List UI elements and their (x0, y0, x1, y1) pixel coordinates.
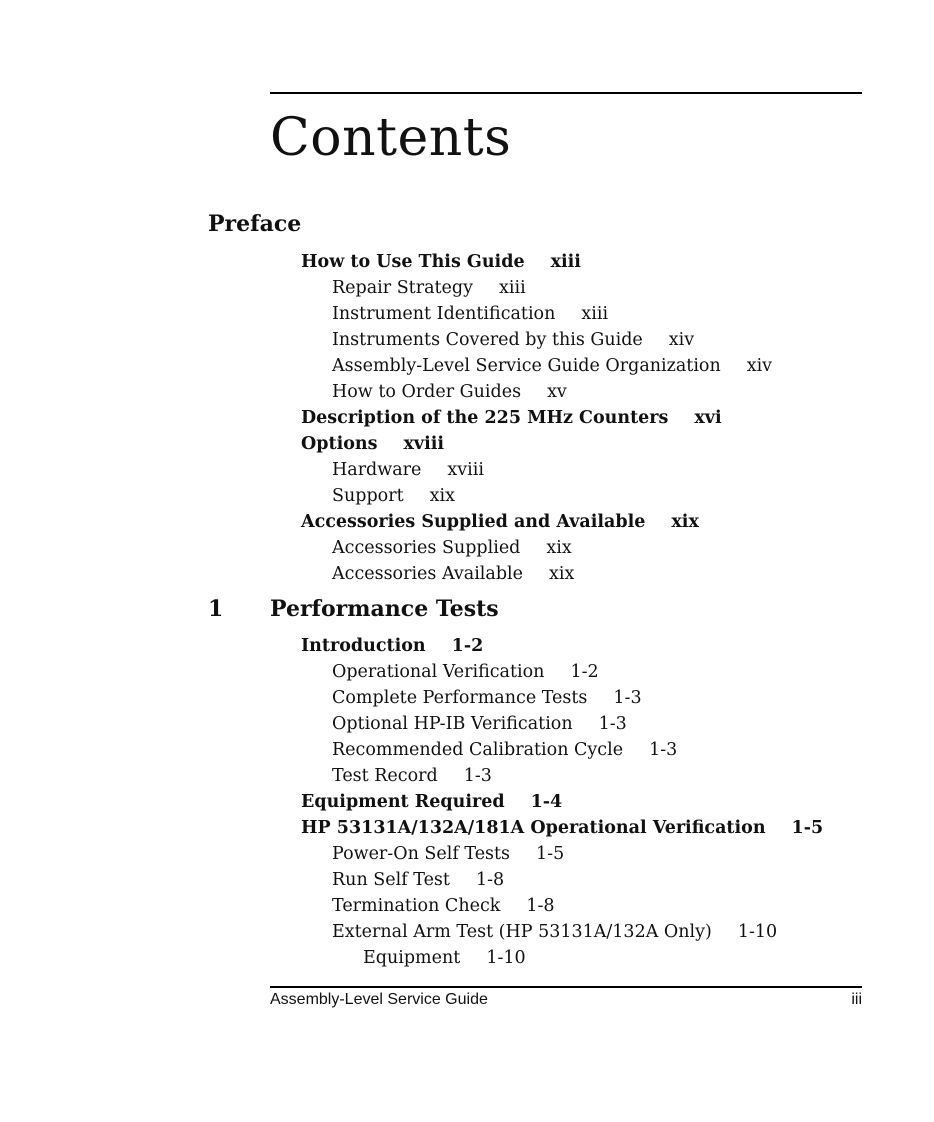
toc-entry-page: 1-3 (613, 688, 642, 708)
toc-entry-label: Recommended Calibration Cycle (332, 740, 624, 760)
toc-entry-page: 1-10 (486, 948, 526, 968)
toc-entry-page: xvi (694, 408, 722, 428)
toc-entry[interactable] (301, 634, 483, 658)
toc-entry-page: xiii (581, 304, 609, 324)
toc-entry-page: 1-8 (475, 870, 505, 890)
toc-entry-page: 1-5 (791, 818, 824, 838)
toc-entry-label: Termination Check (332, 896, 501, 916)
toc-entry-page: xix (549, 564, 575, 584)
toc-entry-page: xix (429, 486, 455, 506)
top-rule (270, 92, 862, 94)
toc-entry-page: xviii (403, 434, 445, 454)
toc-entry[interactable] (332, 894, 555, 918)
toc-entry[interactable] (332, 276, 526, 300)
toc-entry[interactable] (332, 354, 772, 378)
bottom-rule (270, 986, 862, 988)
chapter-number: 1 (208, 596, 224, 622)
toc-entry-page: xv (547, 382, 567, 402)
chapter-heading (208, 595, 499, 623)
toc-entry-page: xix (671, 512, 699, 532)
toc-entry[interactable] (332, 328, 694, 352)
toc-entry-page: 1-8 (526, 896, 555, 916)
toc-entry-label: Equipment Required (301, 792, 505, 812)
toc-entry[interactable] (332, 686, 642, 710)
toc-entry[interactable] (332, 536, 572, 560)
chapter-title: Performance Tests (270, 596, 499, 622)
toc-entry-label: Optional HP-IB Verification (332, 714, 573, 734)
toc-entry-page: xix (546, 538, 572, 558)
toc-entry-page: 1-3 (649, 740, 678, 760)
toc-entry[interactable] (332, 302, 608, 326)
toc-entry[interactable] (332, 660, 599, 684)
toc-entry[interactable] (332, 842, 564, 866)
toc-entry-label: Power-On Self Tests (332, 844, 511, 864)
toc-entry-label: Repair Strategy (332, 278, 473, 298)
toc-entry-label: Introduction (301, 636, 426, 656)
toc-entry-page: 1-5 (536, 844, 565, 864)
toc-entry-label: Equipment (363, 948, 461, 968)
toc-entry[interactable] (301, 250, 581, 274)
toc-entry[interactable] (332, 868, 504, 892)
toc-entry[interactable] (332, 920, 777, 944)
toc-entry-label: Support (332, 486, 404, 506)
toc-entry[interactable] (332, 764, 492, 788)
toc-entry-label: HP 53131A/132A/181A Operational Verification (301, 818, 766, 838)
toc-entry-label: Operational Verification (332, 662, 545, 682)
toc-entry-label: Accessories Supplied (332, 538, 521, 558)
toc-entry-label: Description of the 225 MHz Counters (301, 408, 669, 428)
toc-entry[interactable] (332, 484, 455, 508)
toc-entry-page: xiv (746, 356, 773, 376)
preface-heading: Preface (208, 211, 302, 237)
toc-entry-label: Run Self Test (332, 870, 450, 890)
toc-entry-label: Assembly-Level Service Guide Organization (332, 356, 721, 376)
toc-entry-page: xviii (447, 460, 484, 480)
toc-entry-label: How to Order Guides (332, 382, 522, 402)
toc-entry-label: How to Use This Guide (301, 252, 525, 272)
toc-entry-page: xiii (499, 278, 526, 298)
toc-entry[interactable] (332, 562, 574, 586)
toc-entry[interactable] (301, 790, 562, 814)
toc-entry[interactable] (332, 380, 567, 404)
page-title: Contents (270, 108, 512, 168)
footer-guide-title: Assembly-Level Service Guide (270, 991, 488, 1008)
toc-entry-label: Hardware (332, 460, 422, 480)
toc-entry-label: Instruments Covered by this Guide (332, 330, 643, 350)
toc-entry-page: 1-10 (737, 922, 778, 942)
toc-entry-label: External Arm Test (HP 53131A/132A Only) (332, 922, 712, 942)
footer-page-number: iii (851, 991, 862, 1008)
toc-entry-page: 1-3 (598, 714, 627, 734)
toc-entry-label: Accessories Available (332, 564, 523, 584)
toc-entry-page: 1-2 (570, 662, 599, 682)
toc-entry[interactable] (332, 458, 484, 482)
toc-entry[interactable] (301, 406, 722, 430)
toc-entry-label: Test Record (332, 766, 438, 786)
toc-entry[interactable] (332, 738, 677, 762)
toc-entry[interactable] (301, 432, 444, 456)
toc-entry-label: Instrument Identification (332, 304, 556, 324)
toc-entry-label: Complete Performance Tests (332, 688, 588, 708)
toc-entry-page: 1-2 (451, 636, 484, 656)
toc-entry-page: xiv (668, 330, 695, 350)
toc-entry-page: 1-3 (463, 766, 492, 786)
toc-entry-page: xiii (550, 252, 581, 272)
toc-entry[interactable] (301, 816, 823, 840)
toc-entry-label: Options (301, 434, 378, 454)
toc-entry-label: Accessories Supplied and Available (301, 512, 646, 532)
toc-entry[interactable] (332, 712, 627, 736)
toc-entry[interactable] (301, 510, 699, 534)
toc-entry[interactable] (363, 946, 526, 970)
toc-entry-page: 1-4 (530, 792, 563, 812)
